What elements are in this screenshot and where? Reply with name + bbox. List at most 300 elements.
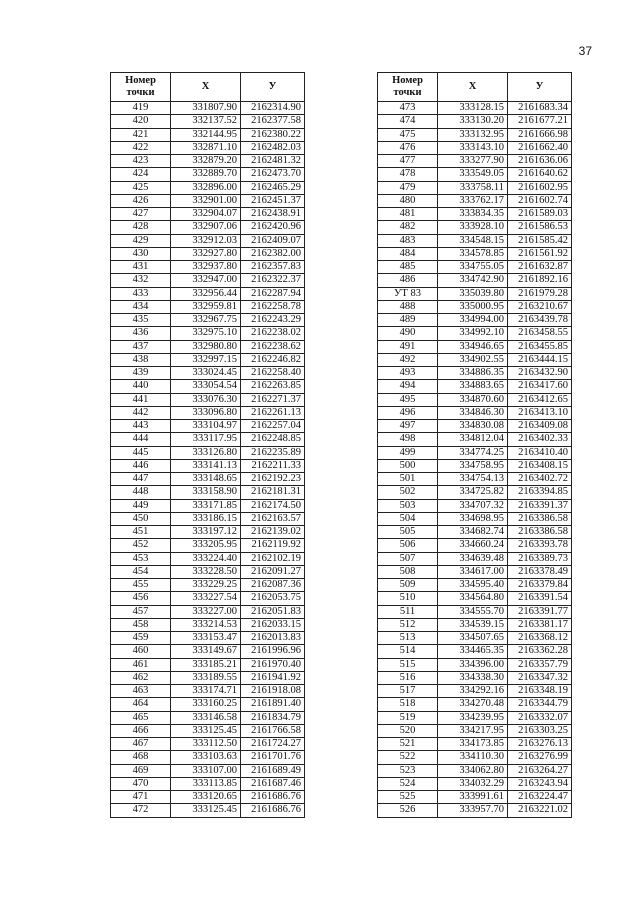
table-row xyxy=(111,433,305,446)
table-row xyxy=(378,234,572,247)
cell-y: 2162322.37 xyxy=(241,274,305,287)
cell-y: 2162243.29 xyxy=(241,314,305,327)
cell-x: 332889.70 xyxy=(171,168,241,181)
table-row xyxy=(111,221,305,234)
cell-y: 2162119.92 xyxy=(241,539,305,552)
cell-x: 332137.52 xyxy=(171,115,241,128)
cell-x: 334465.35 xyxy=(438,645,508,658)
header-y: У xyxy=(508,73,572,102)
table-row xyxy=(378,128,572,141)
table-row xyxy=(111,406,305,419)
table-row xyxy=(111,168,305,181)
cell-x: 333126.80 xyxy=(171,446,241,459)
table-row xyxy=(111,804,305,817)
cell-x: 333107.00 xyxy=(171,764,241,777)
table-row xyxy=(111,473,305,486)
cell-x: 334396.00 xyxy=(438,658,508,671)
table-row xyxy=(378,685,572,698)
cell-x: 332980.80 xyxy=(171,340,241,353)
cell-y: 2162420.96 xyxy=(241,221,305,234)
cell-y: 2161686.76 xyxy=(241,804,305,817)
cell-point-number: 512 xyxy=(378,618,438,631)
cell-y: 2163417.60 xyxy=(508,380,572,393)
table-row xyxy=(111,605,305,618)
table-row xyxy=(111,486,305,499)
table-row xyxy=(111,579,305,592)
table-row xyxy=(111,141,305,154)
cell-x: 334270.48 xyxy=(438,698,508,711)
cell-point-number: 489 xyxy=(378,314,438,327)
table-row xyxy=(378,168,572,181)
cell-y: 2163264.27 xyxy=(508,764,572,777)
cell-point-number: 433 xyxy=(111,287,171,300)
cell-y: 2161918.08 xyxy=(241,685,305,698)
table-row xyxy=(378,261,572,274)
cell-point-number: 441 xyxy=(111,393,171,406)
cell-y: 2161602.95 xyxy=(508,181,572,194)
cell-point-number: 436 xyxy=(111,327,171,340)
cell-point-number: 455 xyxy=(111,579,171,592)
cell-point-number: 475 xyxy=(378,128,438,141)
cell-x: 334595.40 xyxy=(438,579,508,592)
cell-point-number: 429 xyxy=(111,234,171,247)
table-row xyxy=(111,777,305,790)
cell-x: 334758.95 xyxy=(438,459,508,472)
cell-point-number: 435 xyxy=(111,314,171,327)
cell-point-number: 460 xyxy=(111,645,171,658)
cell-x: 334217.95 xyxy=(438,724,508,737)
cell-point-number: 510 xyxy=(378,592,438,605)
cell-x: 334338.30 xyxy=(438,671,508,684)
cell-point-number: 496 xyxy=(378,406,438,419)
cell-point-number: 428 xyxy=(111,221,171,234)
table-header-row xyxy=(111,73,305,102)
cell-y: 2161941.92 xyxy=(241,671,305,684)
cell-y: 2163378.49 xyxy=(508,565,572,578)
cell-x: 333148.65 xyxy=(171,473,241,486)
cell-point-number: 471 xyxy=(111,791,171,804)
cell-point-number: 447 xyxy=(111,473,171,486)
cell-x: 333076.30 xyxy=(171,393,241,406)
table-row xyxy=(378,314,572,327)
cell-point-number: 466 xyxy=(111,724,171,737)
cell-x: 333117.95 xyxy=(171,433,241,446)
table-row xyxy=(111,314,305,327)
table-row xyxy=(378,221,572,234)
table-row xyxy=(378,327,572,340)
table-row xyxy=(378,671,572,684)
cell-y: 2163413.10 xyxy=(508,406,572,419)
table-row xyxy=(378,446,572,459)
table-row xyxy=(378,247,572,260)
cell-y: 2161892.16 xyxy=(508,274,572,287)
cell-x: 334239.95 xyxy=(438,711,508,724)
cell-x: 333197.12 xyxy=(171,526,241,539)
cell-y: 2163444.15 xyxy=(508,353,572,366)
cell-point-number: 492 xyxy=(378,353,438,366)
cell-x: 333957.70 xyxy=(438,804,508,817)
table-row xyxy=(378,300,572,313)
cell-point-number: 439 xyxy=(111,367,171,380)
table-row xyxy=(378,539,572,552)
cell-x: 333158.90 xyxy=(171,486,241,499)
cell-x: 334555.70 xyxy=(438,605,508,618)
cell-y: 2162192.23 xyxy=(241,473,305,486)
cell-x: 334707.32 xyxy=(438,499,508,512)
table-row xyxy=(111,632,305,645)
table-row xyxy=(378,605,572,618)
table-row xyxy=(111,658,305,671)
cell-point-number: 513 xyxy=(378,632,438,645)
header-point-number: Номер точки xyxy=(111,73,171,102)
cell-x: 334994.00 xyxy=(438,314,508,327)
cell-point-number: 515 xyxy=(378,658,438,671)
cell-point-number: 520 xyxy=(378,724,438,737)
table-row xyxy=(111,592,305,605)
cell-x: 334548.15 xyxy=(438,234,508,247)
table-row xyxy=(378,208,572,221)
cell-point-number: 442 xyxy=(111,406,171,419)
table-body-left xyxy=(111,102,305,818)
cell-point-number: 451 xyxy=(111,526,171,539)
table-row xyxy=(378,380,572,393)
table-row xyxy=(111,539,305,552)
cell-x: 334992.10 xyxy=(438,327,508,340)
cell-point-number: 508 xyxy=(378,565,438,578)
cell-y: 2162174.50 xyxy=(241,499,305,512)
cell-point-number: 421 xyxy=(111,128,171,141)
cell-point-number: 438 xyxy=(111,353,171,366)
cell-point-number: 431 xyxy=(111,261,171,274)
cell-y: 2161834.79 xyxy=(241,711,305,724)
cell-point-number: 491 xyxy=(378,340,438,353)
cell-y: 2163368.12 xyxy=(508,632,572,645)
cell-x: 334870.60 xyxy=(438,393,508,406)
cell-x: 333125.45 xyxy=(171,724,241,737)
cell-y: 2163412.65 xyxy=(508,393,572,406)
cell-y: 2161586.53 xyxy=(508,221,572,234)
cell-point-number: 501 xyxy=(378,473,438,486)
cell-y: 2162091.27 xyxy=(241,565,305,578)
cell-y: 2161589.03 xyxy=(508,208,572,221)
cell-x: 334742.90 xyxy=(438,274,508,287)
cell-x: 331807.90 xyxy=(171,102,241,115)
cell-y: 2163402.72 xyxy=(508,473,572,486)
cell-point-number: 432 xyxy=(111,274,171,287)
cell-y: 2163221.02 xyxy=(508,804,572,817)
cell-x: 333054.54 xyxy=(171,380,241,393)
cell-point-number: 488 xyxy=(378,300,438,313)
cell-point-number: 423 xyxy=(111,155,171,168)
table-row xyxy=(111,512,305,525)
table-row xyxy=(378,393,572,406)
cell-x: 334812.04 xyxy=(438,433,508,446)
cell-x: 333214.53 xyxy=(171,618,241,631)
table-row xyxy=(111,340,305,353)
table-row xyxy=(378,565,572,578)
cell-point-number: 494 xyxy=(378,380,438,393)
table-row xyxy=(378,658,572,671)
cell-point-number: 419 xyxy=(111,102,171,115)
cell-point-number: 509 xyxy=(378,579,438,592)
table-row xyxy=(378,141,572,154)
table-row xyxy=(378,486,572,499)
cell-point-number: 426 xyxy=(111,194,171,207)
table-row xyxy=(111,128,305,141)
cell-y: 2161996.96 xyxy=(241,645,305,658)
cell-x: 333228.50 xyxy=(171,565,241,578)
cell-point-number: 485 xyxy=(378,261,438,274)
cell-point-number: 505 xyxy=(378,526,438,539)
table-row xyxy=(378,367,572,380)
cell-y: 2161891.40 xyxy=(241,698,305,711)
cell-y: 2162248.85 xyxy=(241,433,305,446)
cell-y: 2163379.84 xyxy=(508,579,572,592)
cell-point-number: 495 xyxy=(378,393,438,406)
cell-x: 334946.65 xyxy=(438,340,508,353)
cell-point-number: 476 xyxy=(378,141,438,154)
cell-y: 2162033.15 xyxy=(241,618,305,631)
cell-x: 333277.90 xyxy=(438,155,508,168)
table-row xyxy=(378,287,572,300)
cell-x: 332956.44 xyxy=(171,287,241,300)
cell-point-number: 507 xyxy=(378,552,438,565)
cell-point-number: 464 xyxy=(111,698,171,711)
table-row xyxy=(378,645,572,658)
cell-point-number: 502 xyxy=(378,486,438,499)
cell-y: 2162271.37 xyxy=(241,393,305,406)
cell-y: 2161970.40 xyxy=(241,658,305,671)
cell-point-number: 454 xyxy=(111,565,171,578)
table-row xyxy=(111,499,305,512)
cell-x: 333160.25 xyxy=(171,698,241,711)
cell-y: 2163381.17 xyxy=(508,618,572,631)
cell-point-number: 458 xyxy=(111,618,171,631)
cell-y: 2162314.90 xyxy=(241,102,305,115)
cell-y: 2161683.34 xyxy=(508,102,572,115)
cell-y: 2163455.85 xyxy=(508,340,572,353)
cell-y: 2162465.29 xyxy=(241,181,305,194)
cell-x: 333104.97 xyxy=(171,420,241,433)
cell-y: 2162257.04 xyxy=(241,420,305,433)
cell-y: 2163389.73 xyxy=(508,552,572,565)
cell-x: 334774.25 xyxy=(438,446,508,459)
cell-y: 2161666.98 xyxy=(508,128,572,141)
cell-y: 2162163.57 xyxy=(241,512,305,525)
cell-x: 332879.20 xyxy=(171,155,241,168)
table-row xyxy=(111,115,305,128)
cell-x: 334639.48 xyxy=(438,552,508,565)
cell-x: 332871.10 xyxy=(171,141,241,154)
table-row xyxy=(111,459,305,472)
cell-point-number: 478 xyxy=(378,168,438,181)
cell-y: 2162438.91 xyxy=(241,208,305,221)
cell-y: 2163357.79 xyxy=(508,658,572,671)
cell-x: 332907.06 xyxy=(171,221,241,234)
cell-point-number: 483 xyxy=(378,234,438,247)
cell-y: 2162258.40 xyxy=(241,367,305,380)
cell-y: 2163276.13 xyxy=(508,738,572,751)
cell-y: 2162238.62 xyxy=(241,340,305,353)
table-row xyxy=(378,512,572,525)
cell-x: 334830.08 xyxy=(438,420,508,433)
cell-x: 333227.54 xyxy=(171,592,241,605)
cell-y: 2161561.92 xyxy=(508,247,572,260)
cell-x: 333096.80 xyxy=(171,406,241,419)
cell-point-number: 525 xyxy=(378,791,438,804)
cell-x: 332959.81 xyxy=(171,300,241,313)
cell-point-number: 467 xyxy=(111,738,171,751)
table-row xyxy=(111,645,305,658)
table-row xyxy=(111,393,305,406)
header-point-number: Номер точки xyxy=(378,73,438,102)
cell-y: 2161662.40 xyxy=(508,141,572,154)
table-row xyxy=(111,791,305,804)
cell-y: 2163410.40 xyxy=(508,446,572,459)
cell-point-number: 521 xyxy=(378,738,438,751)
cell-y: 2163344.79 xyxy=(508,698,572,711)
header-x: X xyxy=(171,73,241,102)
cell-y: 2163391.77 xyxy=(508,605,572,618)
table-row xyxy=(378,804,572,817)
cell-y: 2163458.55 xyxy=(508,327,572,340)
cell-x: 334062.80 xyxy=(438,764,508,777)
cell-point-number: 444 xyxy=(111,433,171,446)
cell-point-number: 459 xyxy=(111,632,171,645)
cell-point-number: 456 xyxy=(111,592,171,605)
cell-point-number: 498 xyxy=(378,433,438,446)
table-row xyxy=(378,340,572,353)
cell-y: 2163348.19 xyxy=(508,685,572,698)
table-row xyxy=(378,181,572,194)
table-row xyxy=(111,274,305,287)
table-row xyxy=(378,433,572,446)
cell-point-number: 524 xyxy=(378,777,438,790)
table-row xyxy=(111,380,305,393)
table-row xyxy=(111,618,305,631)
cell-point-number: 480 xyxy=(378,194,438,207)
cell-x: 334564.80 xyxy=(438,592,508,605)
cell-x: 333205.95 xyxy=(171,539,241,552)
cell-y: 2162473.70 xyxy=(241,168,305,181)
cell-point-number: 445 xyxy=(111,446,171,459)
cell-y: 2163210.67 xyxy=(508,300,572,313)
cell-x: 333112.50 xyxy=(171,738,241,751)
cell-x: 333120.65 xyxy=(171,791,241,804)
cell-y: 2161724.27 xyxy=(241,738,305,751)
cell-x: 334578.85 xyxy=(438,247,508,260)
cell-x: 332975.10 xyxy=(171,327,241,340)
cell-x: 333928.10 xyxy=(438,221,508,234)
cell-point-number: 473 xyxy=(378,102,438,115)
cell-y: 2162087.36 xyxy=(241,579,305,592)
cell-point-number: 440 xyxy=(111,380,171,393)
cell-y: 2162051.83 xyxy=(241,605,305,618)
table-row xyxy=(378,764,572,777)
table-row xyxy=(378,459,572,472)
cell-point-number: 503 xyxy=(378,499,438,512)
cell-x: 333141.13 xyxy=(171,459,241,472)
table-header-row xyxy=(378,73,572,102)
table-row xyxy=(378,274,572,287)
cell-x: 334173.85 xyxy=(438,738,508,751)
cell-point-number: 486 xyxy=(378,274,438,287)
cell-point-number: 427 xyxy=(111,208,171,221)
cell-point-number: 504 xyxy=(378,512,438,525)
table-row xyxy=(378,406,572,419)
cell-x: 334755.05 xyxy=(438,261,508,274)
table-row xyxy=(111,327,305,340)
table-row xyxy=(111,764,305,777)
cell-y: 2163391.54 xyxy=(508,592,572,605)
table-row xyxy=(378,473,572,486)
table-row xyxy=(378,353,572,366)
cell-point-number: 516 xyxy=(378,671,438,684)
cell-point-number: 481 xyxy=(378,208,438,221)
cell-y: 2161701.76 xyxy=(241,751,305,764)
cell-y: 2162382.00 xyxy=(241,247,305,260)
cell-point-number: 434 xyxy=(111,300,171,313)
cell-x: 335000.95 xyxy=(438,300,508,313)
cell-x: 333132.95 xyxy=(438,128,508,141)
cell-x: 332144.95 xyxy=(171,128,241,141)
cell-x: 334539.15 xyxy=(438,618,508,631)
cell-y: 2161602.74 xyxy=(508,194,572,207)
cell-x: 333143.10 xyxy=(438,141,508,154)
table-row xyxy=(111,738,305,751)
cell-point-number: 443 xyxy=(111,420,171,433)
page-number: 37 xyxy=(578,44,592,58)
table-row xyxy=(111,724,305,737)
table-row xyxy=(111,751,305,764)
table-row xyxy=(378,592,572,605)
cell-x: 332904.07 xyxy=(171,208,241,221)
cell-y: 2161687.46 xyxy=(241,777,305,790)
cell-y: 2162377.58 xyxy=(241,115,305,128)
cell-point-number: 518 xyxy=(378,698,438,711)
cell-point-number: 523 xyxy=(378,764,438,777)
cell-point-number: 499 xyxy=(378,446,438,459)
cell-point-number: 477 xyxy=(378,155,438,168)
table-row xyxy=(111,711,305,724)
table-row xyxy=(378,155,572,168)
cell-x: 334886.35 xyxy=(438,367,508,380)
cell-y: 2162238.02 xyxy=(241,327,305,340)
table-row xyxy=(111,698,305,711)
table-row xyxy=(111,155,305,168)
table-row xyxy=(378,632,572,645)
cell-y: 2163393.78 xyxy=(508,539,572,552)
cell-x: 333762.17 xyxy=(438,194,508,207)
cell-y: 2163408.15 xyxy=(508,459,572,472)
cell-point-number: 425 xyxy=(111,181,171,194)
cell-point-number: 452 xyxy=(111,539,171,552)
cell-y: 2163276.99 xyxy=(508,751,572,764)
table-row xyxy=(378,552,572,565)
cell-x: 332912.03 xyxy=(171,234,241,247)
cell-point-number: 465 xyxy=(111,711,171,724)
cell-y: 2163439.78 xyxy=(508,314,572,327)
cell-y: 2163432.90 xyxy=(508,367,572,380)
cell-point-number: 472 xyxy=(111,804,171,817)
cell-y: 2162261.13 xyxy=(241,406,305,419)
table-body-right xyxy=(378,102,572,818)
table-row xyxy=(378,791,572,804)
cell-x: 333189.55 xyxy=(171,671,241,684)
cell-x: 334698.95 xyxy=(438,512,508,525)
cell-y: 2161585.42 xyxy=(508,234,572,247)
cell-point-number: 461 xyxy=(111,658,171,671)
